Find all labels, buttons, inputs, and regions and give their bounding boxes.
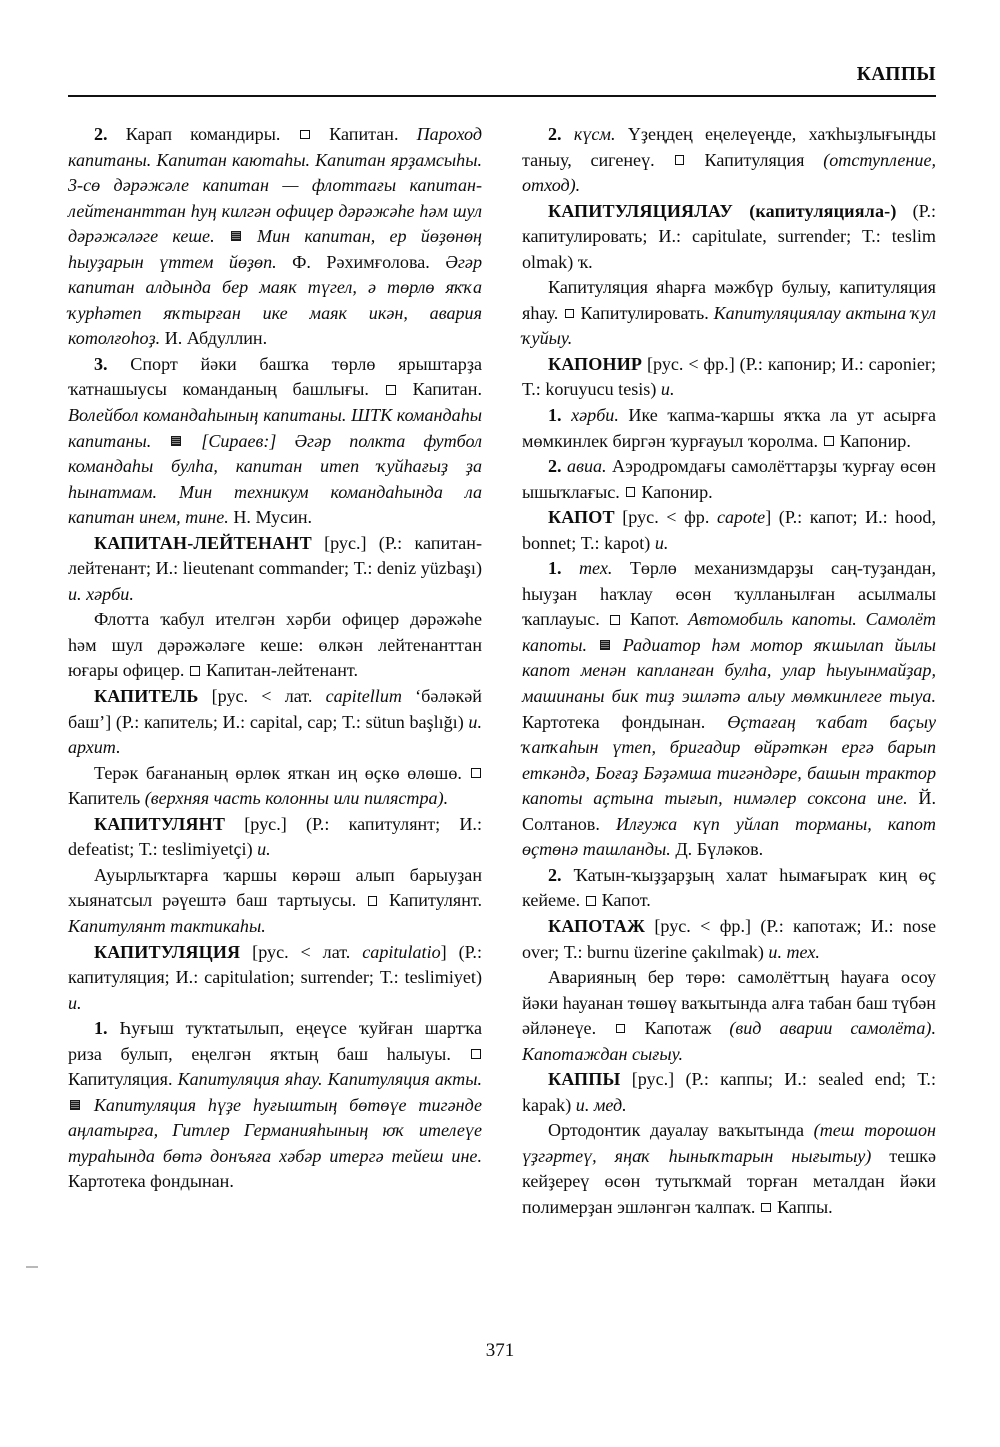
italic-text: и. — [68, 992, 82, 1013]
translation-marker-icon — [675, 155, 685, 165]
roman-text: Д. Бүләков. — [675, 839, 764, 860]
roman-text: Аварияның бер төрө: самолёттың һауаға осоу йәки һауанан төшөү ваҡытында алға табан баш түбән әйләнеүе. — [522, 967, 936, 1039]
kapitulyatsiyalau-definition — [522, 275, 936, 352]
running-head: КАППЫ — [856, 64, 936, 85]
sense-number: 1. — [94, 1018, 108, 1039]
kapitan-sense-2 — [68, 122, 482, 352]
kappy-definition — [522, 1118, 936, 1220]
roman-text: Капот. — [621, 609, 688, 630]
roman-text: Капитулянт. — [378, 890, 482, 911]
column-right — [522, 122, 936, 1322]
kapitel-definition — [68, 761, 482, 812]
roman-text: Ауырлыҡтарға ҡаршы көрәш алып барыуҙан хыянатсыл рәүештә баш тартыусы. — [68, 864, 482, 911]
kapot-sense-2 — [522, 863, 936, 914]
roman-text: Н. Мусин. — [233, 507, 313, 528]
roman-text: ] (Р.: капитуляция; И.: capitulation; surrender; Т.: teslimiyet) — [68, 941, 482, 988]
roman-text: ҡ. — [577, 251, 593, 272]
italic-text: и. — [257, 839, 271, 860]
citation-marker-icon — [600, 640, 610, 650]
citation-marker-icon — [231, 231, 241, 241]
roman-text: Спорт йәки башҡа төрлө ярыштарҙа ҡатнашыусы команданың башлығы. — [68, 353, 482, 400]
roman-text: Капитан. — [311, 124, 417, 144]
italic-text: и. — [660, 379, 675, 400]
roman-text: ] (Р.: капот; И.: hood, bonnet; Т.: kapot) — [522, 507, 936, 553]
headword: КАПИТАН-ЛЕЙТЕНАНТ — [94, 532, 312, 553]
roman-text: Капитуляция — [685, 149, 824, 170]
roman-text: [рус. < фр.] (Р.: капотаж; И.: nose over; Т.: burnu üzerine çakılmak) — [522, 915, 936, 962]
roman-text: Капитуляция. — [68, 1069, 178, 1090]
sense-number: 1. — [548, 405, 562, 426]
italic-text: Капитуляциялау актына ҡул ҡуйыу. — [522, 302, 937, 349]
kapot-sense-1 — [522, 556, 936, 863]
header-rule — [68, 95, 936, 97]
italic-text: capitulatio — [362, 941, 441, 962]
italic-text: Волейбол командаһының капитаны. ШТК командаһы капитаны. — [68, 405, 482, 451]
italic-text: (вид аварии самолёта). Капотаждан сығыу. — [522, 1018, 936, 1064]
italic-text: Өҫтағаң ҡабат баҫыу ҡапҡаһын үтеп, бригадир өйрәткән ергә барып еткәндә, Боғаҙ Бәҙәмша тигәндәре, башын трактор капоты аҫтына тығып, нимәлер соксона ине. — [522, 711, 936, 809]
translation-marker-icon — [368, 896, 378, 906]
roman-text: [рус. < лат. — [198, 686, 326, 707]
sense-number: 2. — [548, 864, 562, 885]
kapotazh-definition — [522, 965, 936, 1067]
translation-marker-icon — [626, 487, 636, 497]
translation-marker-icon — [824, 436, 834, 446]
roman-text: Капитан. — [397, 379, 482, 400]
roman-text: Ике ҡапма-ҡаршы яҡҡа ла ут асырға мөмкинлек биргән ҡурғауыл ҡоролма. — [522, 405, 936, 451]
roman-text: ‘бәләкәй баш’] (Р.: капитель; И.: capital, cap; Т.: sütun başlığı) — [68, 686, 482, 732]
roman-text: Аэродромдағы самолёттарҙы ҡурғау өсөн ышыҡлағыс. — [522, 456, 936, 502]
headword: КАПОНИР — [548, 353, 643, 374]
column-left — [68, 122, 482, 1322]
headword: КАПИТУЛЯЦИЯ — [94, 941, 241, 962]
translation-marker-icon — [471, 1049, 481, 1059]
translation-marker-icon — [300, 130, 310, 140]
translation-marker-icon — [586, 896, 596, 906]
sense-number: 3. — [94, 353, 108, 374]
roman-text: Картотека фондынан. — [522, 711, 728, 732]
headword: КАПОТАЖ — [548, 915, 646, 936]
entry-kapitulyatsiya — [68, 940, 482, 1017]
roman-text: Капитан-лейтенант. — [201, 660, 358, 681]
roman-text: Карап командиры. — [107, 124, 299, 144]
roman-text: Й. Солтанов. — [522, 788, 936, 834]
italic-text: авиа. — [561, 456, 607, 477]
kaponir-sense-2 — [522, 454, 936, 505]
headword: (капитуляцияла-) — [732, 200, 897, 221]
roman-text: Капонир. — [835, 430, 911, 451]
roman-text: Төрлө механизмдарҙы саң-туҙандан, һыуҙан һаҡлау өсөн ҡулланылған асылмалы ҡаплауыс. — [522, 558, 936, 630]
italic-text: и. тех. — [768, 941, 820, 962]
entry-kapitan-leytenant — [68, 531, 482, 608]
sense-number: 2. — [548, 124, 562, 144]
roman-text: [рус.] (Р.: капитан-лейтенант; И.: lieutenant commander; Т.: deniz yüzbaşı) — [68, 532, 482, 579]
roman-text: (Р.: капитулировать; И.: capitulate, surrender; Т.: teslim olmak) — [522, 200, 936, 272]
scan-artifact — [26, 1266, 38, 1268]
sense-number: 2. — [94, 124, 108, 144]
italic-text: Илғужа күп уйлап торманы, капот өҫтөнә ташланды. — [522, 813, 937, 860]
roman-text: Каппы. — [772, 1196, 833, 1217]
entry-kaponir — [522, 352, 936, 403]
italic-text: и. хәрби. — [68, 583, 134, 604]
translation-marker-icon — [610, 615, 620, 625]
headword: КАПОТ — [548, 507, 615, 528]
italic-text: capote — [716, 507, 766, 528]
translation-marker-icon — [386, 385, 396, 395]
kapitan-sense-3 — [68, 352, 482, 531]
entry-kappy — [522, 1067, 936, 1118]
headword: КАПИТУЛЯЦИЯЛАУ — [548, 200, 733, 221]
italic-text: Мин капитан, ер йөҙөнөң һыуҙарын үттем йөҙөп. — [68, 226, 482, 272]
kapitulyant-definition — [68, 863, 482, 940]
kapitulyatsiya-sense-1 — [68, 1016, 482, 1195]
roman-text: Ортодонтик дауалау ваҡытында — [548, 1120, 814, 1141]
italic-text: (теш торошон үҙгәртеү, яңаҡ һыныҡтарын нығытыу) — [522, 1120, 936, 1166]
roman-text: Һуғыш туҡтатылып, еңеүсе ҡуйған шартҡа риза булып, еңелгән яҡтың баш һалыуы. — [68, 1018, 482, 1064]
italic-text: Әгәр капитан алдында бер маяк түгел, ә төрлө яҡҡа ҡурһәтеп яҡтырған ике маяк икән, авария котолғоһоҙ. — [68, 251, 482, 349]
italic-text: күсм. — [561, 124, 616, 144]
roman-text: [рус. < лат. — [240, 941, 363, 962]
roman-text: Капитулировать. — [575, 302, 714, 323]
entry-kapotazh — [522, 914, 936, 965]
roman-text: Ф. Рәхимғолова. — [292, 251, 446, 272]
roman-text: Терәк бағананың өрлөк яткан иң өҫкө өлөшө. — [94, 762, 470, 783]
entry-kapitulyant — [68, 812, 482, 863]
kapitulyatsiya-sense-2 — [522, 122, 936, 199]
roman-text: Капотаж — [626, 1018, 730, 1039]
translation-marker-icon — [190, 666, 200, 676]
italic-text: Капитулянт тактикаһы. — [68, 915, 266, 936]
roman-text: тешкә кейҙереү өсөн тутыҡмай торған металдан йәки полимерҙан эшләнгән ҡалпаҡ. — [522, 1145, 937, 1217]
headword: КАПИТУЛЯНТ — [94, 813, 226, 834]
kapitan-leytenant-definition — [68, 607, 482, 684]
italic-text: хәрби. — [561, 405, 619, 426]
roman-text: [рус.] (Р.: капитулянт; И.: defeatist; Т.: teslimiyetçi) — [68, 813, 482, 860]
entry-kapot — [522, 505, 936, 556]
italic-text: (отступление, отход). — [522, 149, 936, 196]
text-columns — [68, 122, 936, 1322]
roman-text: Капонир. — [636, 481, 713, 502]
roman-text: Картотека фондынан. — [68, 1171, 234, 1192]
italic-text: Автомобиль капоты. Самолёт капоты. — [522, 609, 936, 655]
italic-text: capitellum — [325, 686, 402, 707]
italic-text: Пароход капитаны. Капитан каютаһы. Капитан ярҙамсыһы. 3-сө дәрәжәле капитан — флоттағы капитан-лейтенанттан һуң килгән офицер дәрәжәһе һәм шул дәрәжәләге кеше. — [68, 124, 482, 247]
translation-marker-icon — [565, 309, 575, 319]
translation-marker-icon — [471, 768, 481, 778]
entry-kapitel — [68, 684, 482, 761]
roman-text: [рус. < фр. — [614, 507, 717, 528]
translation-marker-icon — [616, 1024, 626, 1034]
citation-marker-icon — [171, 436, 181, 446]
roman-text: Флотта ҡабул ителгән хәрби офицер дәрәжәһе һәм шул дәрәжәләге кеше: өлкән лейтенанттан юғары офицер. — [68, 609, 482, 681]
italic-text: (верхняя часть колонны или пилястра). — [144, 788, 449, 809]
headword: КАППЫ — [548, 1069, 621, 1090]
roman-text: [рус.] (Р.: каппы; И.: sealed end; Т.: kapak) — [522, 1069, 936, 1115]
italic-text: и. мед. — [575, 1094, 627, 1115]
citation-marker-icon — [70, 1100, 80, 1110]
italic-text: и. — [654, 532, 669, 553]
roman-text: Үҙеңдең еңелеүеңде, хаҡһыҙлығыңды таныу, сигенеү. — [522, 124, 936, 170]
italic-text: Капитуляция һүҙе һуғыштың бөтөүе тигәнде аңлатырға, Гитлер Германияһының юҡ ителеүе тураһында бөтә донъяға хәбәр итергә тейеш ине. — [68, 1094, 482, 1166]
roman-text: И. Абдуллин. — [164, 328, 268, 349]
roman-text: Ҡатын-ҡыҙҙарҙың халат һымағыраҡ киң өҫ кейеме. — [522, 864, 936, 911]
roman-text: Капитуляция яһарға мәжбүр булыу, капитуляция яһау. — [522, 277, 936, 323]
roman-text: Капитель — [68, 788, 145, 809]
italic-text: тех. — [561, 558, 613, 579]
kaponir-sense-1 — [522, 403, 936, 454]
page-number: 371 — [485, 1340, 515, 1361]
italic-text: и. архит. — [68, 711, 482, 758]
italic-text: Радиатор һәм мотор яҡшылап йылы капот менән капланған булһа, улар һыуынмайҙар, машинаны бик тиҙ эшләтә алыу мөмкинлеге тыуа. — [522, 634, 937, 707]
entry-kapitulyatsiyalau — [522, 199, 936, 276]
roman-text: [рус. < фр.] (Р.: капонир; И.: caponier; Т.: koruyucu tesis) — [522, 353, 936, 400]
sense-number: 2. — [548, 456, 562, 477]
italic-text: [Сираев:] Әгәр полкта футбол командаһы булһа, капитан итеп ҡуйһағыҙ ҙа һынатмам. Мин техникум командаһында ла капитан инем, тине. — [68, 430, 483, 528]
headword: КАПИТЕЛЬ — [94, 686, 199, 707]
sense-number: 1. — [548, 558, 562, 579]
roman-text: Капот. — [597, 890, 651, 911]
italic-text: Капитуляция яһау. Капитуляция акты. — [177, 1069, 482, 1090]
translation-marker-icon — [761, 1203, 771, 1213]
